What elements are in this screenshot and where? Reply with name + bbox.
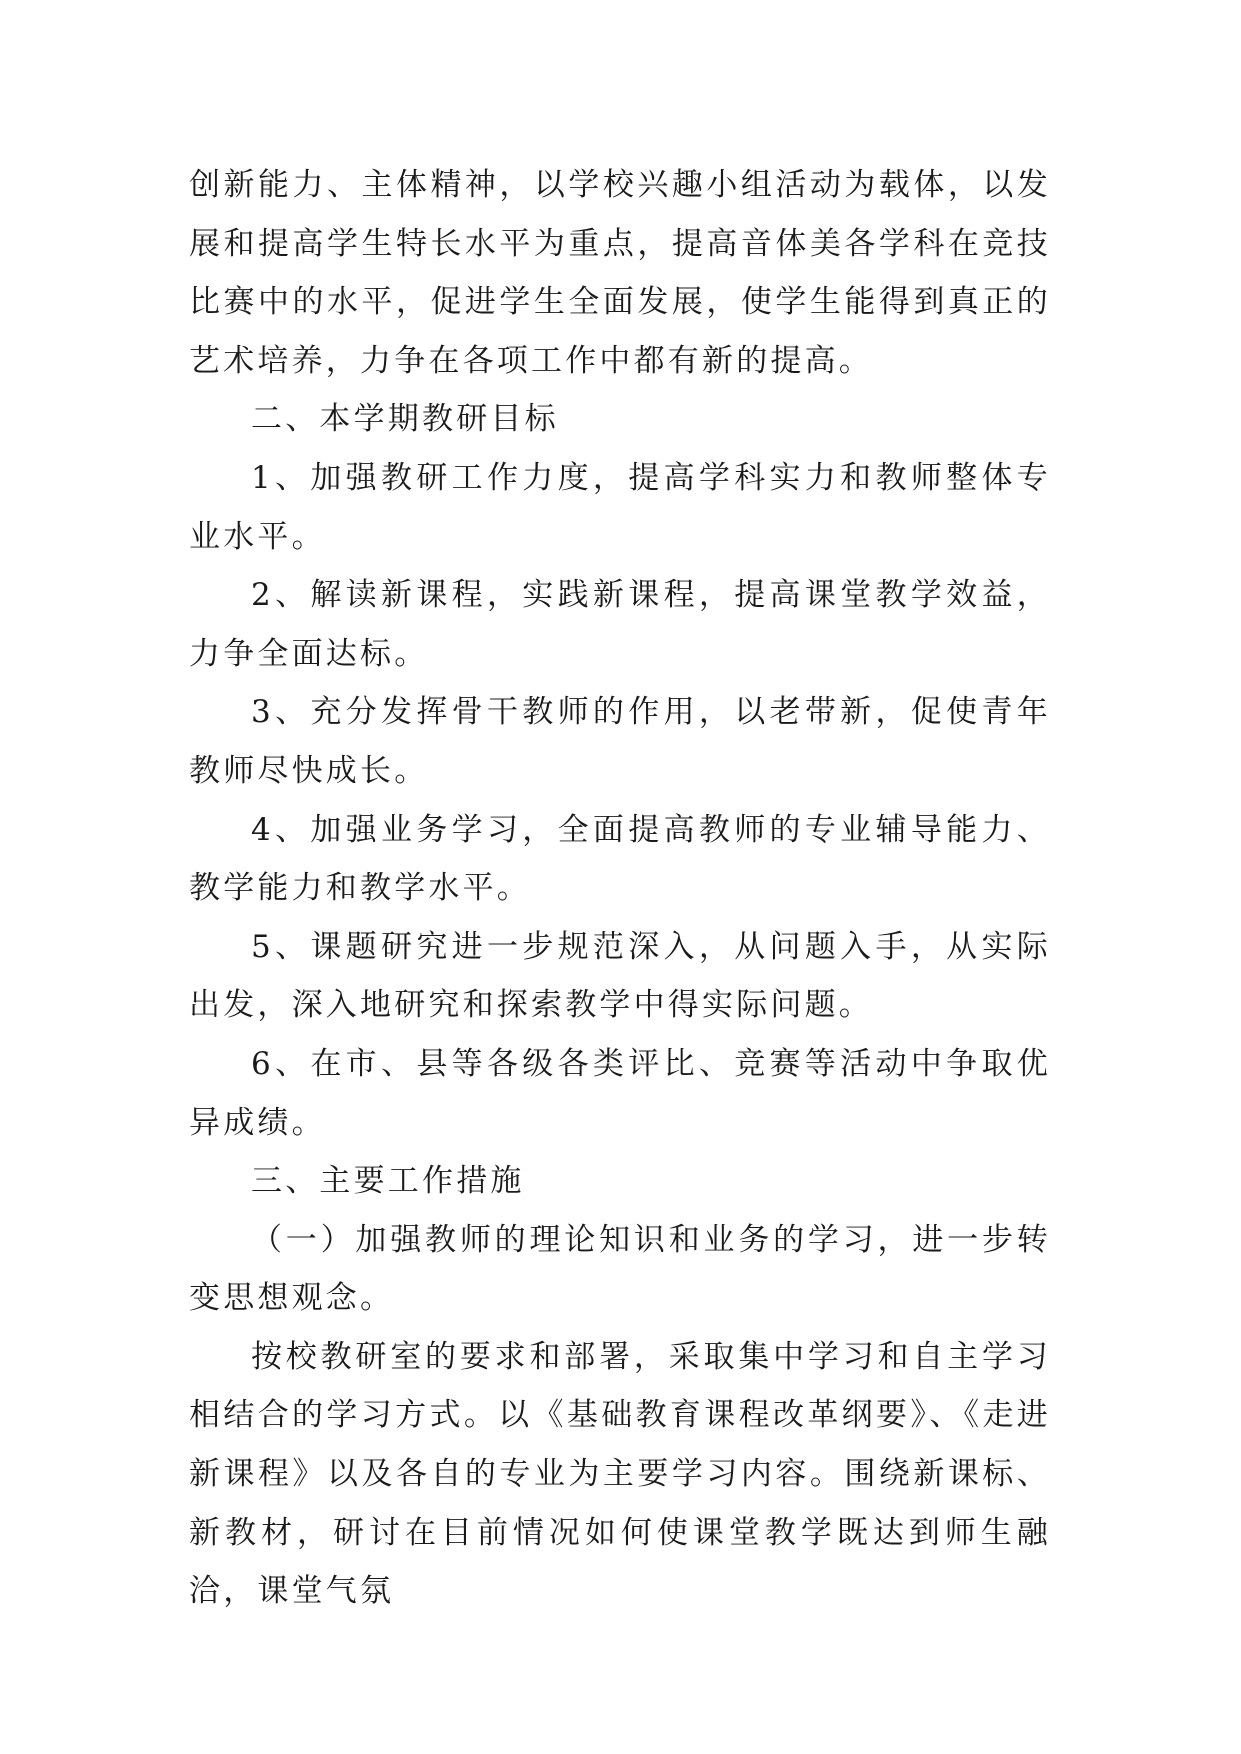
goal-item-4: 4、加强业务学习，全面提高教师的专业辅导能力、教学能力和教学水平。 xyxy=(189,811,1051,907)
section-heading-3: 三、主要工作措施 xyxy=(251,1163,525,1200)
goal-item-5: 5、课题研究进一步规范深入，从问题入手，从实际出发，深入地研究和探索教学中得实际问题。 xyxy=(189,928,1051,1024)
measure-1-title: （一）加强教师的理论知识和业务的学习，进一步转变思想观念。 xyxy=(189,1221,1051,1317)
measure-1-body: 按校教研室的要求和部署，采取集中学习和自主学习相结合的学习方式。以《基础教育课程改革纲要》、《走进新课程》以及各自的专业为主要学习内容。围绕新课标、新教材，研讨在目前情况如何使课堂教学既达到师生融洽，课堂气氛 xyxy=(189,1338,1051,1610)
paragraph-intro-continued: 创新能力、主体精神，以学校兴趣小组活动为载体，以发展和提高学生特长水平为重点，提高音体美各学科在竞技比赛中的水平，促进学生全面发展，使学生能得到真正的艺术培养，力争在各项工作中都有新的提高。 xyxy=(189,167,1051,379)
goal-item-1: 1、加强教研工作力度，提高学科实力和教师整体专业水平。 xyxy=(189,459,1051,555)
document-page xyxy=(189,156,1051,1621)
section-heading-2: 二、本学期教研目标 xyxy=(251,401,559,438)
goal-item-2: 2、解读新课程，实践新课程，提高课堂教学效益，力争全面达标。 xyxy=(189,577,1051,672)
goal-item-3: 3、充分发挥骨干教师的作用，以老带新，促使青年教师尽快成长。 xyxy=(189,694,1051,789)
goal-item-6: 6、在市、县等各级各类评比、竞赛等活动中争取优异成绩。 xyxy=(189,1045,1051,1141)
